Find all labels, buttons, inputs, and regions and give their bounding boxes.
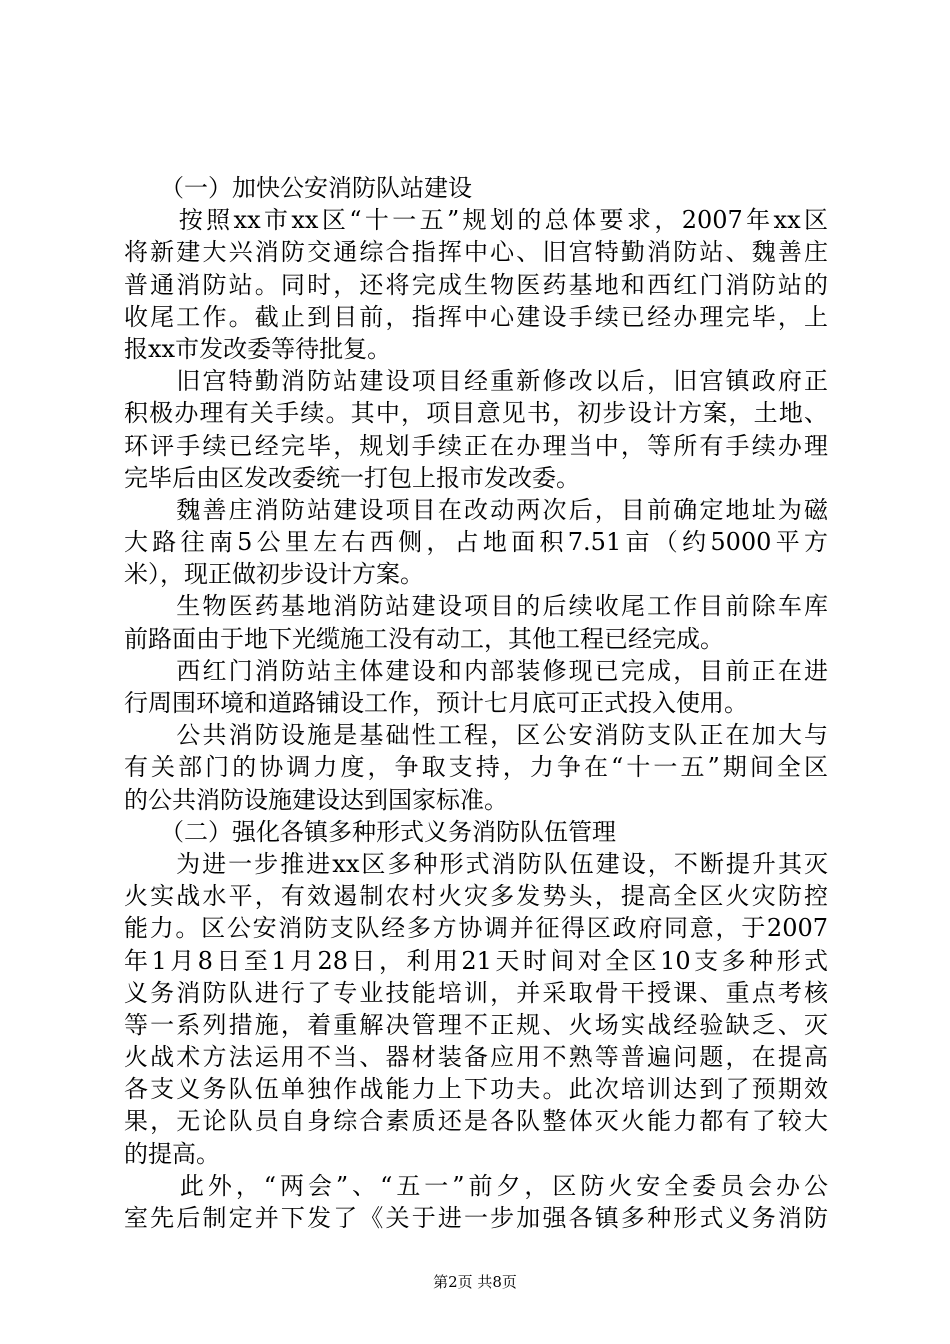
text-line: 的公共消防设施建设达到国家标准。 <box>124 785 508 814</box>
text-line: 大路往南5公里左右西侧，占地面积7.51亩（约5000平方 <box>124 528 828 557</box>
text-line: 按照xx市xx区“十一五”规划的总体要求，2007年xx区 <box>124 206 828 235</box>
document-body <box>124 172 828 1234</box>
text-line: 行周围环境和道路铺设工作，预计七月底可正式投入使用。 <box>124 689 748 717</box>
text-line: 火战术方法运用不当、器材装备应用不熟等普遍问题，在提高 <box>124 1043 828 1072</box>
text-line: 西红门消防站主体建设和内部装修现已完成，目前正在进 <box>124 656 828 685</box>
text-line: 报xx市发改委等待批复。 <box>124 334 392 363</box>
section-heading: （二）强化各镇多种形式义务消防队伍管理 <box>124 817 616 846</box>
text-line: 各支义务队伍单独作战能力上下功夫。此次培训达到了预期效 <box>124 1075 828 1104</box>
text-line: 公共消防设施是基础性工程，区公安消防支队正在加大与 <box>124 721 828 750</box>
text-line: 环评手续已经完毕，规划手续正在办理当中，等所有手续办理 <box>124 431 828 460</box>
text-line: 前路面由于地下光缆施工没有动工，其他工程已经完成。 <box>124 624 724 653</box>
text-line: 义务消防队进行了专业技能培训，并采取骨干授课、重点考核 <box>124 978 828 1007</box>
text-line: 室先后制定并下发了《关于进一步加强各镇多种形式义务消防 <box>124 1204 828 1232</box>
text-line: 魏善庄消防站建设项目在改动两次后，目前确定地址为磁 <box>124 495 828 524</box>
text-line: 能力。区公安消防支队经多方协调并征得区政府同意，于2007 <box>124 914 828 943</box>
text-line: 此外，“两会”、“五一”前夕，区防火安全委员会办公 <box>124 1171 828 1200</box>
text-line: 收尾工作。截止到目前，指挥中心建设手续已经办理完毕，上 <box>124 302 828 331</box>
text-line: 有关部门的协调力度，争取支持，力争在“十一五”期间全区 <box>124 753 828 782</box>
text-line: 米），现正做初步设计方案。 <box>124 560 424 589</box>
text-line: 完毕后由区发改委统一打包上报市发改委。 <box>124 463 580 492</box>
text-line: 年1月8日至1月28日，利用21天时间对全区10支多种形式 <box>124 946 828 975</box>
text-line: 积极办理有关手续。其中，项目意见书，初步设计方案，土地、 <box>124 399 828 428</box>
text-line: 等一系列措施，着重解决管理不正规、火场实战经验缺乏、灭 <box>124 1010 828 1039</box>
section-heading: （一）加快公安消防队站建设 <box>124 174 472 202</box>
text-line: 旧宫特勤消防站建设项目经重新修改以后，旧宫镇政府正 <box>124 367 828 396</box>
text-line: 为进一步推进xx区多种形式消防队伍建设，不断提升其灭 <box>124 849 828 878</box>
text-line: 果，无论队员自身综合素质还是各队整体灭火能力都有了较大 <box>124 1107 828 1136</box>
page-number: 第2页 共8页 <box>433 1273 517 1291</box>
text-line: 普通消防站。同时，还将完成生物医药基地和西红门消防站的 <box>124 270 828 299</box>
text-line: 的提高。 <box>124 1139 220 1168</box>
text-line: 生物医药基地消防站建设项目的后续收尾工作目前除车库 <box>124 592 828 621</box>
text-line: 火实战水平，有效遏制农村火灾多发势头，提高全区火灾防控 <box>124 882 828 911</box>
text-line: 将新建大兴消防交通综合指挥中心、旧宫特勤消防站、魏善庄 <box>124 238 828 267</box>
